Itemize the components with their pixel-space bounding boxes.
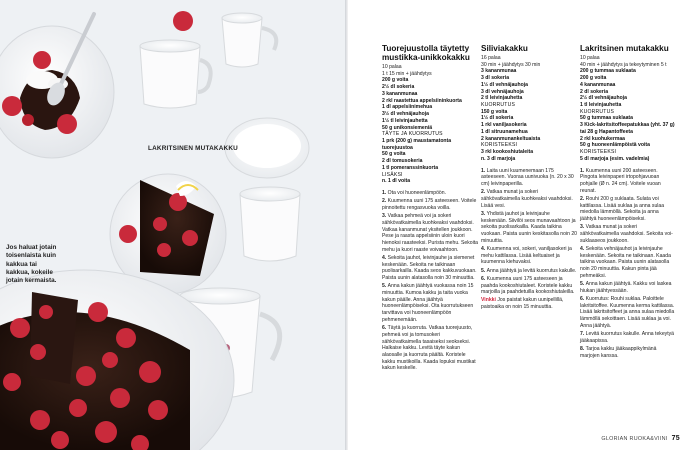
step-number: 5. xyxy=(580,281,586,288)
recipe-meta-time: 30 min + jäähdytys 30 min xyxy=(481,61,541,68)
recipe-column-2 xyxy=(481,44,577,311)
ingredient-item: 50 g unikonsiemeniä xyxy=(382,124,433,131)
ingredient-item: 1½ dl sokeria xyxy=(481,115,514,122)
recipe-meta-servings: 10 palaa xyxy=(580,55,600,62)
recipe-meta-time: 40 min + jäähdytys ja tekeytyminen 5 t xyxy=(580,61,667,68)
ingredient-item: 3 dl sokeria xyxy=(481,75,510,82)
step-text: Vatkaa munat ja sokeri sähkövatkaimella kuohkeaksi vaahdoksi. Lisää vesi. xyxy=(481,189,573,209)
ingredient-item: 1½ tl leivinjauhetta xyxy=(382,117,428,124)
method-step xyxy=(382,283,478,323)
method-step xyxy=(580,331,676,344)
ingredient-item: 2 rkl raastettua appelsiininkuorta xyxy=(382,97,462,104)
ingredient-item: 200 g tummaa suklaata xyxy=(580,68,636,75)
step-text: Täytä ja kuorruta. Vatkaa tuorejuusto, pehmeä voi ja tomusokeri sähkövatkaimella tasaiseksi seokseksi. Halkaise kakku. Levitä täyte kakun alaosalle ja kuorruta päältä. Koristele kakku mustikoilla. Kaada lopuksi mustikat kakun keskelle. xyxy=(382,325,476,372)
recipe-title: Siliviakakku xyxy=(481,44,528,53)
step-number: 1. xyxy=(481,167,487,174)
step-number: 6. xyxy=(481,275,487,282)
ingredient-item: 1½ dl vehnäjauhoja xyxy=(481,81,528,88)
step-number: 2. xyxy=(580,195,586,202)
method-step xyxy=(382,213,478,253)
method-step xyxy=(382,325,478,372)
footer-section: GLORIAN RUOKA&VIINI xyxy=(601,436,668,442)
photo-caption-side: Jos haluat jotain toisenlaista kuin kakkua tai kakkua, kokeile jotain kermaista. xyxy=(6,244,57,285)
recipe-meta-servings: 16 palaa xyxy=(481,55,501,62)
method-step xyxy=(481,276,577,296)
step-text: Kuumenna uuni 175 asteeseen. Voitele pinnoitettu rengasvuoka voilla. xyxy=(382,198,477,211)
recipe-meta-servings: 10 palaa xyxy=(382,64,402,71)
ingredient-item: 5 dl marjoja (esim. vadelmia) xyxy=(580,155,650,162)
step-text: Vatkaa pehmeä voi ja sokeri sähkövatkaimella kuohkeaksi vaahdoksi. Vatkaa kananmunat yksitellen joukkoon. Pese ja raasta appelsiinin uloin kuori hienoksi raasteeksi. Purista mehu. Sekoita mehu ja kuori raaste voivaahtoon. xyxy=(382,213,478,253)
ingredient-subheading: KUORRUTUS xyxy=(481,102,516,109)
left-page-photo xyxy=(0,0,346,450)
step-number: 4. xyxy=(382,254,388,261)
step-number: 3. xyxy=(580,224,586,231)
step-text: Anna kakun jäähtyä. Kakku voi laskea hiukan jäähtyessään. xyxy=(580,281,672,294)
ingredient-item: 150 g voita xyxy=(481,108,508,115)
step-text: Kuumenna uuni 175 asteeseen ja paahda kookoshiutaleet. Koristele kakku marjoilla ja paahdetuilla kookoshiutaleilla. xyxy=(481,275,575,296)
ingredient-item: 1 prk (200 g) maustamatonta tuorejuustoa xyxy=(382,137,452,151)
step-number: 4. xyxy=(481,245,487,252)
page-number: 75 xyxy=(671,435,680,442)
ingredient-item: n. 1 dl voita xyxy=(382,178,411,185)
step-text: Sekoita vehnäjauhot ja leivinjauhe keskenään. Sekoita ne taikinaan. Kaada taikina vuokaan. Paista uunin alatasolla noin 20 minuuttia. Kakun pinta jää pehmeäksi. xyxy=(580,245,671,279)
step-number: 3. xyxy=(481,210,487,217)
method-steps xyxy=(382,190,478,372)
ingredient-item: 2 dl sokeria xyxy=(580,88,609,95)
ingredient-item: 1 dl sitruunamehua xyxy=(481,128,528,135)
ingredient-list xyxy=(382,77,478,185)
ingredient-item: 4 kananmunaa xyxy=(580,81,616,88)
method-step xyxy=(382,198,478,211)
ingredient-item: 3 kananmunaa xyxy=(382,90,418,97)
step-number: 1. xyxy=(580,167,586,174)
step-text: Vatkaa munat ja sokeri sähkövatkaimella vaahdoksi. Sekoita voi-suklaaseos joukkoon. xyxy=(580,224,673,244)
ingredient-subheading: KORISTEEKSI xyxy=(481,142,518,149)
food-photo xyxy=(0,0,346,450)
step-text: Levitä kuorrutus kakulle. Anna tekeytyä jääkaapissa. xyxy=(580,331,675,344)
ingredient-item: 50 g huoneenlämpöistä voita xyxy=(580,142,650,149)
ingredient-item: 2½ dl vehnäjauhoja xyxy=(580,95,627,102)
ingredient-subheading: KORISTEEKSI xyxy=(580,149,617,156)
step-number: 2. xyxy=(481,189,487,196)
ingredient-item: 2 kananmunankeltuaista xyxy=(481,135,541,142)
ingredient-item: 3 dl vehnäjauhoja xyxy=(481,88,524,95)
method-step xyxy=(580,281,676,294)
step-number: 5. xyxy=(481,267,487,274)
step-text: Anna jäähtyä ja levitä kuorrutus kakulle. xyxy=(486,267,577,274)
step-number: 8. xyxy=(580,345,586,352)
step-number: 5. xyxy=(382,283,388,290)
tip-label: Vinkki xyxy=(481,297,496,304)
step-text: Kuumenna uuni 200 asteeseen. Pingota leivinpaperi irtopohjavuoan pohjalle (Ø n. 24 cm). Voitele vuoan reunat. xyxy=(580,167,661,194)
recipe-title: Tuorejuustolla täytetty mustikka-unikkokakku xyxy=(382,44,470,63)
method-step xyxy=(580,296,676,330)
method-step xyxy=(481,268,577,275)
method-steps xyxy=(580,168,676,360)
ingredient-item: 2 dl tomusokeria xyxy=(382,158,423,165)
method-steps xyxy=(481,168,577,296)
method-step xyxy=(481,189,577,209)
ingredient-item: 2 rkl kuohukermaa xyxy=(580,135,626,142)
ingredient-item: 3 Kick-lakritsitoffeepatukkaa (yht. 37 g) xyxy=(580,122,675,129)
step-number: 1. xyxy=(382,189,388,196)
step-text: Yhdistä jauhot ja leivinjauhe keskenään. Siivilöi seos munavaahtoon ja sekoita puolisarkailla. Kaada taikina vuokaan. Paista uunin keskitasolla noin 20 minuuttia. xyxy=(481,210,577,244)
method-step xyxy=(382,255,478,282)
step-number: 3. xyxy=(382,213,388,220)
ingredient-item: 200 g voita xyxy=(382,77,409,84)
step-text: Anna kakun jäähtyä vuokassa noin 15 minuuttia. Kumoa kakku ja taita vuoka kakun päälle. Anna jäähtyä huoneenlämpöiseksi. Ota kuorrutukseen tarvittava voi huoneenlämpöön pehmenemään. xyxy=(382,283,474,323)
ingredient-item: n. 3 dl marjoja xyxy=(481,155,516,162)
step-number: 7. xyxy=(580,331,586,338)
step-text: Ota voi huoneenlämpöön. xyxy=(387,189,447,196)
method-step xyxy=(580,224,676,244)
method-step xyxy=(382,190,478,197)
method-step xyxy=(580,246,676,280)
step-text: Rouhi 200 g suklaata. Sulata voi kattilassa. Lisää suklaa ja anna sulaa miedolla lämmöllä. Sekoita ja anna jäähtyä huoneenlämpöiseksi. xyxy=(580,195,665,223)
method-step xyxy=(580,346,676,359)
step-number: 6. xyxy=(580,295,586,302)
recipe-tip xyxy=(481,297,577,310)
ingredient-subheading: LISÄKSI xyxy=(382,171,403,178)
method-step xyxy=(580,168,676,195)
ingredient-item: 2½ dl sokeria xyxy=(382,84,415,91)
recipe-column-3 xyxy=(580,44,676,361)
step-text: Sekoita jauhot, leivinjauhe ja siemenet keskenään. Sekoita ne taikinaan puolisarkailla. Kaada seos kakkuvuokaan. Paista uunin alatasolla noin 30 minuuttia. xyxy=(382,254,477,282)
ingredient-item: 3 kananmunaa xyxy=(481,68,517,75)
step-number: 2. xyxy=(382,198,388,205)
method-step xyxy=(481,211,577,245)
photo-caption-title: LAKRITSINEN MUTAKAKKU xyxy=(148,145,238,152)
ingredient-item: 3 rkl kookoshiutaleita xyxy=(481,149,534,156)
ingredient-item: tai 28 g Hapantoffeeta xyxy=(580,128,633,135)
recipe-title: Lakritsinen mutakakku xyxy=(580,44,669,53)
ingredient-list xyxy=(481,68,577,162)
recipe-column-1 xyxy=(382,44,478,374)
page-footer xyxy=(601,435,680,442)
ingredient-item: 1 tl leivinjauhetta xyxy=(580,102,622,109)
ingredient-item: 2 tl leivinjauhetta xyxy=(481,95,523,102)
step-text: Tarjoa kakku jääkaappikylmänä marjojen kanssa. xyxy=(580,345,657,359)
step-number: 4. xyxy=(580,245,586,252)
ingredient-list xyxy=(580,68,676,162)
step-number: 6. xyxy=(382,325,388,332)
step-text: Kuumenna voi, sokeri, vaniljasokeri ja mehu kattilassa. Lisää keltuaiset ja kuumenna kiehuvaksi. xyxy=(481,245,572,266)
tip-text: Jos paistat kakun uunipellillä, paistoaika on noin 15 minuuttia. xyxy=(481,297,564,311)
ingredient-subheading: TÄYTE JA KUORRUTUS xyxy=(382,131,443,138)
ingredient-item: 1 dl appelsiinimehua xyxy=(382,104,433,111)
step-text: Kuorrutus: Rouhi suklaa. Paloittele lakritsitoffee. Kuumenna kerma kattilassa. Lisää lakritsitoffeet ja anna sulaa miedolla lämmöllä sekoittaen. Lisää suklaa ja voi. Anna jäähtyä. xyxy=(580,295,675,329)
ingredient-item: 50 g tummaa suklaata xyxy=(580,115,633,122)
method-step xyxy=(481,168,577,188)
method-step xyxy=(481,246,577,266)
ingredient-subheading: KUORRUTUS xyxy=(580,108,615,115)
recipe-meta-time: 1 t 15 min + jäähdytys xyxy=(382,70,432,77)
ingredient-item: 200 g voita xyxy=(580,75,607,82)
step-text: Laita uuni kuumenemaan 175 asteeseen. Vuoraa uunivuoka (n. 20 x 30 cm) leivinpaperilla. xyxy=(481,167,574,187)
ingredient-item: 3½ dl vehnäjauhoja xyxy=(382,111,429,118)
ingredient-item: 50 g voita xyxy=(382,151,406,158)
ingredient-item: 1 tl pomeranssinkuorta xyxy=(382,164,439,171)
ingredient-item: 1 rkl vaniljasokeria xyxy=(481,122,527,129)
method-step xyxy=(580,196,676,223)
